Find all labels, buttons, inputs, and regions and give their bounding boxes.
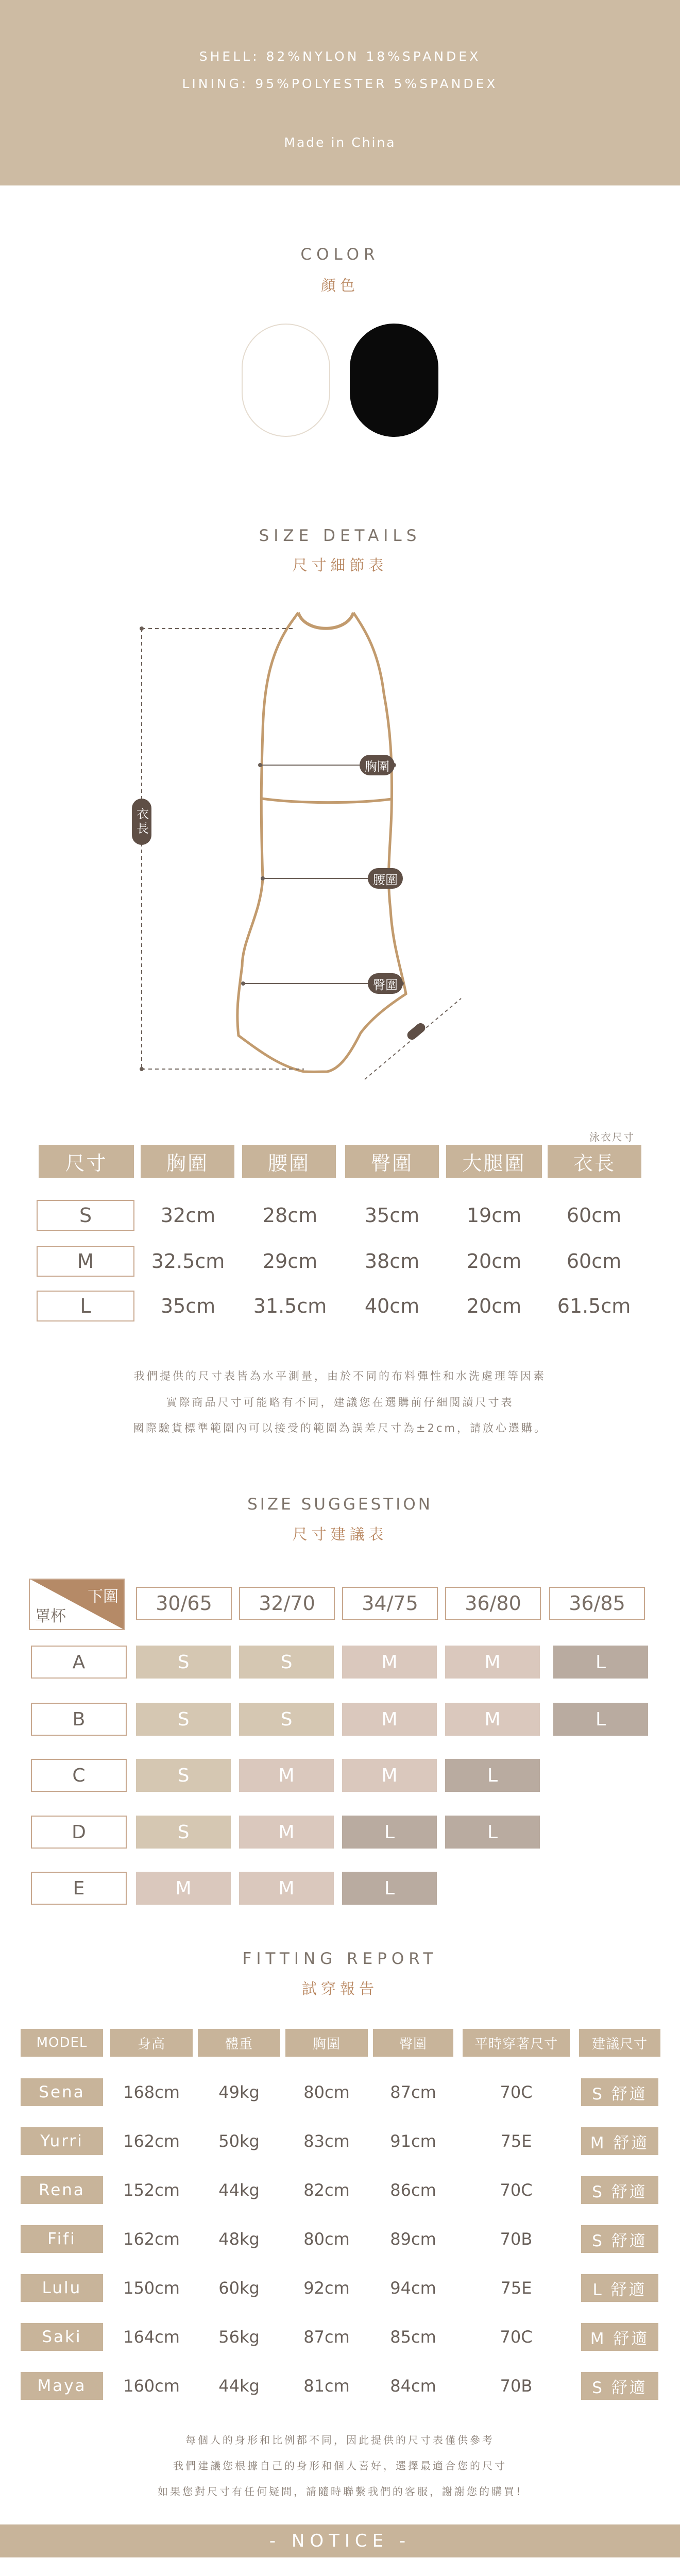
table-cell: 29cm: [262, 1250, 318, 1273]
size-note-line: 我們提供的尺寸表皆為水平測量，由於不同的布料彈性和水洗處理等因素: [134, 1370, 546, 1382]
cup-row-label: D: [31, 1816, 127, 1849]
size-row-label: L: [37, 1291, 134, 1321]
length-label: 衣長: [132, 799, 151, 845]
cup-row-label: C: [31, 1759, 127, 1792]
fit-header-suggested-size: 建議尺寸: [579, 2029, 660, 2057]
corner-top-label: 下圍: [88, 1588, 118, 1606]
fit-cell-usual: 70C: [500, 2180, 533, 2200]
notice-band: [0, 2524, 680, 2557]
table-cell: 31.5cm: [253, 1295, 327, 1317]
corner-bottom-label: 罩杯: [35, 1607, 66, 1625]
suggestion-cell: M: [239, 1759, 334, 1792]
col-header-size: 尺寸: [39, 1145, 134, 1178]
suggestion-cell: M: [136, 1872, 231, 1905]
table-cell: 20cm: [466, 1250, 522, 1273]
fit-cell-chest: 81cm: [303, 2376, 350, 2396]
suggested-size-tag: M 舒適: [581, 2127, 658, 2155]
fit-header-weight: 體重: [198, 2029, 280, 2057]
fit-cell-hip: 89cm: [390, 2229, 436, 2249]
fit-cell-weight: 56kg: [218, 2327, 260, 2347]
fit-cell-usual: 70C: [500, 2082, 533, 2102]
model-name: Maya: [21, 2372, 103, 2400]
fit-cell-height: 164cm: [123, 2327, 180, 2347]
fit-cell-usual: 75E: [500, 2131, 532, 2151]
fit-cell-usual: 75E: [500, 2278, 532, 2298]
table-cell: 40cm: [364, 1295, 420, 1317]
fit-cell-chest: 82cm: [303, 2180, 350, 2200]
suggestion-cell: S: [239, 1703, 334, 1736]
fit-note-line: 如果您對尺寸有任何疑問，請隨時聯繫我們的客服，謝謝您的購買!: [157, 2485, 523, 2498]
fit-cell-hip: 91cm: [390, 2131, 436, 2151]
suggestion-cell: L: [445, 1759, 540, 1792]
suggestion-cell: L: [445, 1816, 540, 1849]
fit-cell-chest: 83cm: [303, 2131, 350, 2151]
model-name: Sena: [21, 2078, 103, 2106]
swimsuit-outline: [124, 605, 484, 1090]
fit-header-model: MODEL: [21, 2029, 103, 2057]
swatch-black[interactable]: [350, 324, 438, 437]
col-header-hip: 臀圍: [345, 1145, 439, 1178]
notice-title: - NOTICE -: [269, 2531, 411, 2551]
table-cell: 38cm: [364, 1250, 420, 1273]
table-cell: 32cm: [160, 1204, 216, 1227]
size-details-title-en: SIZE DETAILS: [259, 527, 421, 545]
suggestion-cell: M: [342, 1703, 437, 1736]
suggestion-cell: M: [239, 1872, 334, 1905]
size-row-label: M: [37, 1246, 134, 1277]
fit-cell-hip: 94cm: [390, 2278, 436, 2298]
swatch-white[interactable]: [242, 324, 330, 437]
suggestion-cell: L: [553, 1646, 648, 1679]
suggestion-cell: L: [342, 1872, 437, 1905]
band-header: 30/65: [136, 1587, 232, 1620]
table-cell: 35cm: [160, 1295, 216, 1317]
fit-cell-weight: 48kg: [218, 2229, 260, 2249]
fit-cell-hip: 84cm: [390, 2376, 436, 2396]
fit-cell-height: 160cm: [123, 2376, 180, 2396]
fit-cell-hip: 85cm: [390, 2327, 436, 2347]
suggestion-cell: L: [553, 1703, 648, 1736]
suggested-size-tag: S 舒適: [581, 2225, 658, 2253]
fit-cell-chest: 80cm: [303, 2229, 350, 2249]
band-header: 32/70: [239, 1587, 335, 1620]
fit-cell-hip: 86cm: [390, 2180, 436, 2200]
fitting-title-en: FITTING REPORT: [242, 1950, 438, 1968]
fit-cell-height: 150cm: [123, 2278, 180, 2298]
origin-text: Made in China: [284, 135, 396, 150]
fit-cell-weight: 44kg: [218, 2180, 260, 2200]
fit-header-usual-size: 平時穿著尺寸: [463, 2029, 570, 2057]
suggestion-cell: S: [136, 1759, 231, 1792]
waist-label: 腰圍: [368, 868, 403, 889]
suggestion-cell: M: [445, 1646, 540, 1679]
fit-cell-weight: 50kg: [218, 2131, 260, 2151]
fitting-title-zh: 試穿報告: [301, 1980, 378, 1997]
suggestion-cell: S: [136, 1816, 231, 1849]
fit-header-hip: 臀圍: [373, 2029, 453, 2057]
size-note-line: 國際驗貨標準範圍內可以接受的範圍為誤差尺寸為±2cm，請放心選購。: [133, 1422, 547, 1434]
table-cell: 60cm: [566, 1250, 622, 1273]
fit-cell-height: 162cm: [123, 2229, 180, 2249]
material-band: [0, 0, 680, 185]
band-header: 36/80: [445, 1587, 541, 1620]
band-header: 34/75: [342, 1587, 438, 1620]
model-name: Saki: [21, 2323, 103, 2351]
table-cell: 32.5cm: [151, 1250, 225, 1273]
table-cell: 61.5cm: [557, 1295, 631, 1317]
fit-cell-usual: 70B: [500, 2376, 533, 2396]
band-header: 36/85: [549, 1587, 645, 1620]
model-name: Rena: [21, 2176, 103, 2204]
suggestion-cell: M: [239, 1816, 334, 1849]
swimsuit-diagram: [124, 605, 484, 1090]
suggested-size-tag: S 舒適: [581, 2372, 658, 2400]
col-header-length: 衣長: [548, 1145, 641, 1178]
table-cell: 28cm: [262, 1204, 318, 1227]
table-cell: 19cm: [466, 1204, 522, 1227]
size-details-title-zh: 尺寸細節表: [292, 556, 388, 574]
fit-header-chest: 胸圍: [285, 2029, 368, 2057]
fit-cell-hip: 87cm: [390, 2082, 436, 2102]
model-name: Yurri: [21, 2127, 103, 2155]
fit-note-line: 每個人的身形和比例都不同，因此提供的尺寸表僅供參考: [185, 2434, 495, 2446]
fit-cell-height: 162cm: [123, 2131, 180, 2151]
suggestion-cell: M: [342, 1759, 437, 1792]
color-title-en: COLOR: [300, 245, 380, 264]
suggested-size-tag: S 舒適: [581, 2176, 658, 2204]
suggestion-cell: L: [342, 1816, 437, 1849]
fit-cell-chest: 92cm: [303, 2278, 350, 2298]
fit-cell-height: 152cm: [123, 2180, 180, 2200]
size-row-label: S: [37, 1200, 134, 1231]
fit-cell-weight: 49kg: [218, 2082, 260, 2102]
cup-row-label: A: [31, 1646, 127, 1679]
fit-header-height: 身高: [110, 2029, 193, 2057]
table-cell: 60cm: [566, 1204, 622, 1227]
fit-cell-usual: 70B: [500, 2229, 533, 2249]
corner-header: [29, 1579, 125, 1630]
fit-cell-chest: 80cm: [303, 2082, 350, 2102]
suggestion-title-en: SIZE SUGGESTION: [247, 1495, 433, 1514]
cup-row-label: E: [31, 1872, 127, 1905]
fit-cell-usual: 70C: [500, 2327, 533, 2347]
col-header-waist: 腰圍: [242, 1145, 336, 1178]
table-caption: 泳衣尺寸: [589, 1131, 635, 1143]
model-name: Lulu: [21, 2274, 103, 2302]
col-header-chest: 胸圍: [141, 1145, 234, 1178]
suggested-size-tag: L 舒適: [581, 2274, 658, 2302]
hip-label: 臀圍: [368, 973, 403, 994]
suggestion-cell: M: [342, 1646, 437, 1679]
fit-cell-height: 168cm: [123, 2082, 180, 2102]
suggestion-cell: S: [136, 1703, 231, 1736]
color-title-zh: 顏色: [320, 277, 359, 294]
fit-cell-weight: 44kg: [218, 2376, 260, 2396]
suggested-size-tag: M 舒適: [581, 2323, 658, 2351]
lining-composition: LINING: 95%POLYESTER 5%SPANDEX: [182, 76, 498, 91]
suggested-size-tag: S 舒適: [581, 2078, 658, 2106]
model-name: Fifi: [21, 2225, 103, 2253]
table-cell: 35cm: [364, 1204, 420, 1227]
shell-composition: SHELL: 82%NYLON 18%SPANDEX: [199, 49, 481, 64]
size-note-line: 實際商品尺寸可能略有不同，建議您在選購前仔細閱讀尺寸表: [166, 1396, 514, 1409]
fit-cell-chest: 87cm: [303, 2327, 350, 2347]
chest-label: 胸圍: [360, 755, 395, 775]
cup-row-label: B: [31, 1703, 127, 1736]
table-cell: 20cm: [466, 1295, 522, 1317]
suggestion-cell: S: [136, 1646, 231, 1679]
col-header-thigh: 大腿圍: [446, 1145, 542, 1178]
suggestion-cell: S: [239, 1646, 334, 1679]
fit-note-line: 我們建議您根據自己的身形和個人喜好，選擇最適合您的尺寸: [173, 2460, 507, 2472]
fit-cell-weight: 60kg: [218, 2278, 260, 2298]
suggestion-cell: M: [445, 1703, 540, 1736]
suggestion-title-zh: 尺寸建議表: [292, 1526, 388, 1543]
